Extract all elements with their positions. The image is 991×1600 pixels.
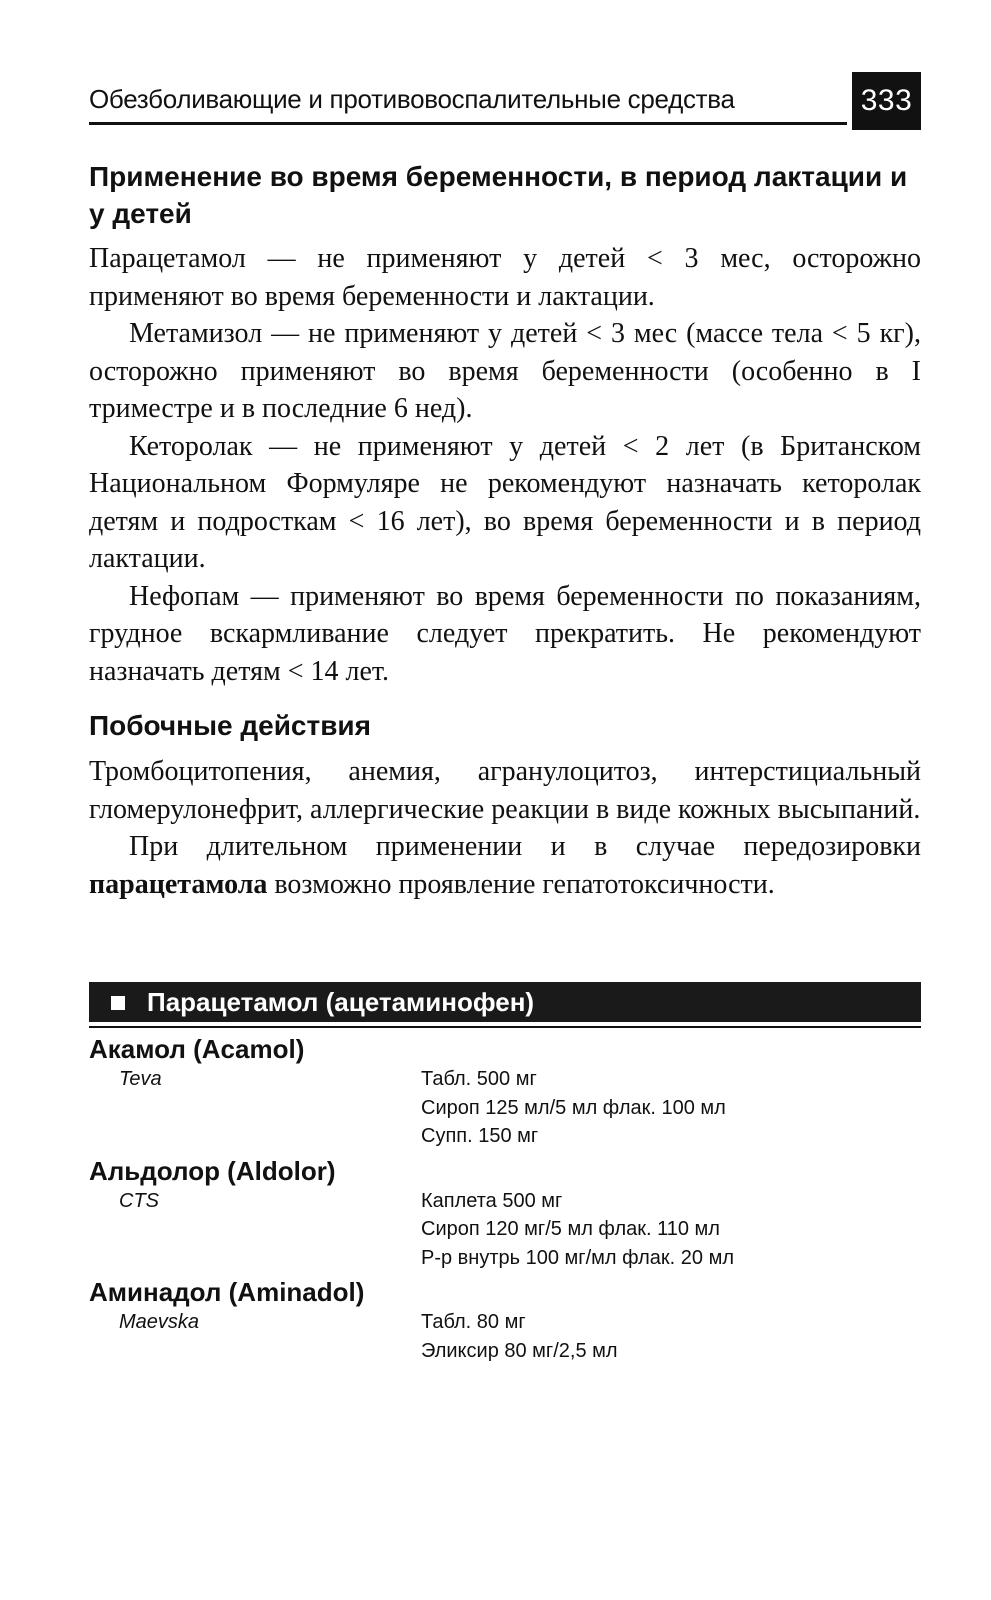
drug-entry-aminadol [89,1276,921,1365]
drug-name: Аминадол (Aminadol) [89,1277,365,1307]
drug-entry-aldolor [89,1155,921,1273]
paragraph-ketorolac: Кеторолак — не применяют у детей < 2 лет (в Британском Национальном Формуляре не рекомендуют назначать кеторолак детям и подросткам < 16 лет), во время беременности и в период лактации. [89,430,921,574]
running-header-title: Обезболивающие и противовоспалительные средства [89,84,735,114]
drug-details [89,1187,921,1273]
side-effects-text [89,753,921,903]
hepatotoxicity-text-end: возможно проявление гепатотоксичности. [267,868,775,900]
square-bullet-icon [111,996,125,1010]
drug-form: Табл. 80 мг [421,1311,526,1333]
hepatotoxicity-text-start: При длительном применении и в случае передозировки [129,831,921,862]
drug-form: Табл. 500 мг [421,1068,537,1090]
drug-form: Сироп 120 мг/5 мл флак. 110 мл [421,1218,720,1240]
drug-form: Сироп 125 мл/5 мл флак. 100 мл [421,1096,726,1119]
drug-name: Акамол (Acamol) [89,1034,305,1064]
drug-form: Эликсир 80 мг/2,5 мл [421,1339,618,1362]
section-heading-side-effects: Побочные действия [89,710,371,741]
page-number: 333 [852,72,921,130]
drug-section-bar [89,982,921,1022]
paragraph-hepatotoxicity [89,828,921,903]
drug-entry-acamol [89,1033,921,1151]
paragraph-side-effects: Тромбоцитопения, анемия, агранулоцитоз, интерстициальный гломерулонефрит, аллергические реакции в виде кожных высыпаний. [89,756,921,825]
drug-section-rule [89,1026,921,1028]
running-header [89,70,921,128]
drug-form: Каплета 500 мг [421,1189,563,1212]
drug-details [89,1065,921,1151]
pregnancy-text [89,240,921,690]
drug-manufacturer: CTS [119,1189,159,1212]
header-rule [89,122,847,125]
paragraph-nefopam: Нефопам — применяют во время беременности по показаниям, грудное вскармливание следует прекратить. Не рекомендуют назначать детям < 14 лет. [89,580,921,687]
drug-list [89,1033,921,1369]
drug-forms [421,1187,921,1273]
drug-forms [421,1308,921,1365]
drug-name: Альдолор (Aldolor) [89,1155,336,1186]
drug-manufacturer: Maevska [119,1311,200,1333]
section-heading-pregnancy: Применение во время беременности, в период лактации и у детей [89,161,908,229]
drug-forms [421,1065,921,1151]
drug-form: Р-р внутрь 100 мг/мл флак. 20 мл [421,1246,735,1269]
drug-form: Супп. 150 мг [421,1125,539,1147]
drug-section-title: Парацетамол (ацетаминофен) [147,987,535,1017]
drug-manufacturer: Teva [119,1068,162,1090]
paracetamol-bold: парацетамола [89,868,268,900]
paragraph-paracetamol: Парацетамол — не применяют у детей < 3 мес, осторожно применяют во время беременности и лактации. [89,243,921,312]
paragraph-metamizol: Метамизол — не применяют у детей < 3 мес (массе тела < 5 кг), осторожно применяют во время беременности (особенно в I триместре и в последние 6 нед). [89,318,921,424]
drug-details [89,1308,921,1365]
